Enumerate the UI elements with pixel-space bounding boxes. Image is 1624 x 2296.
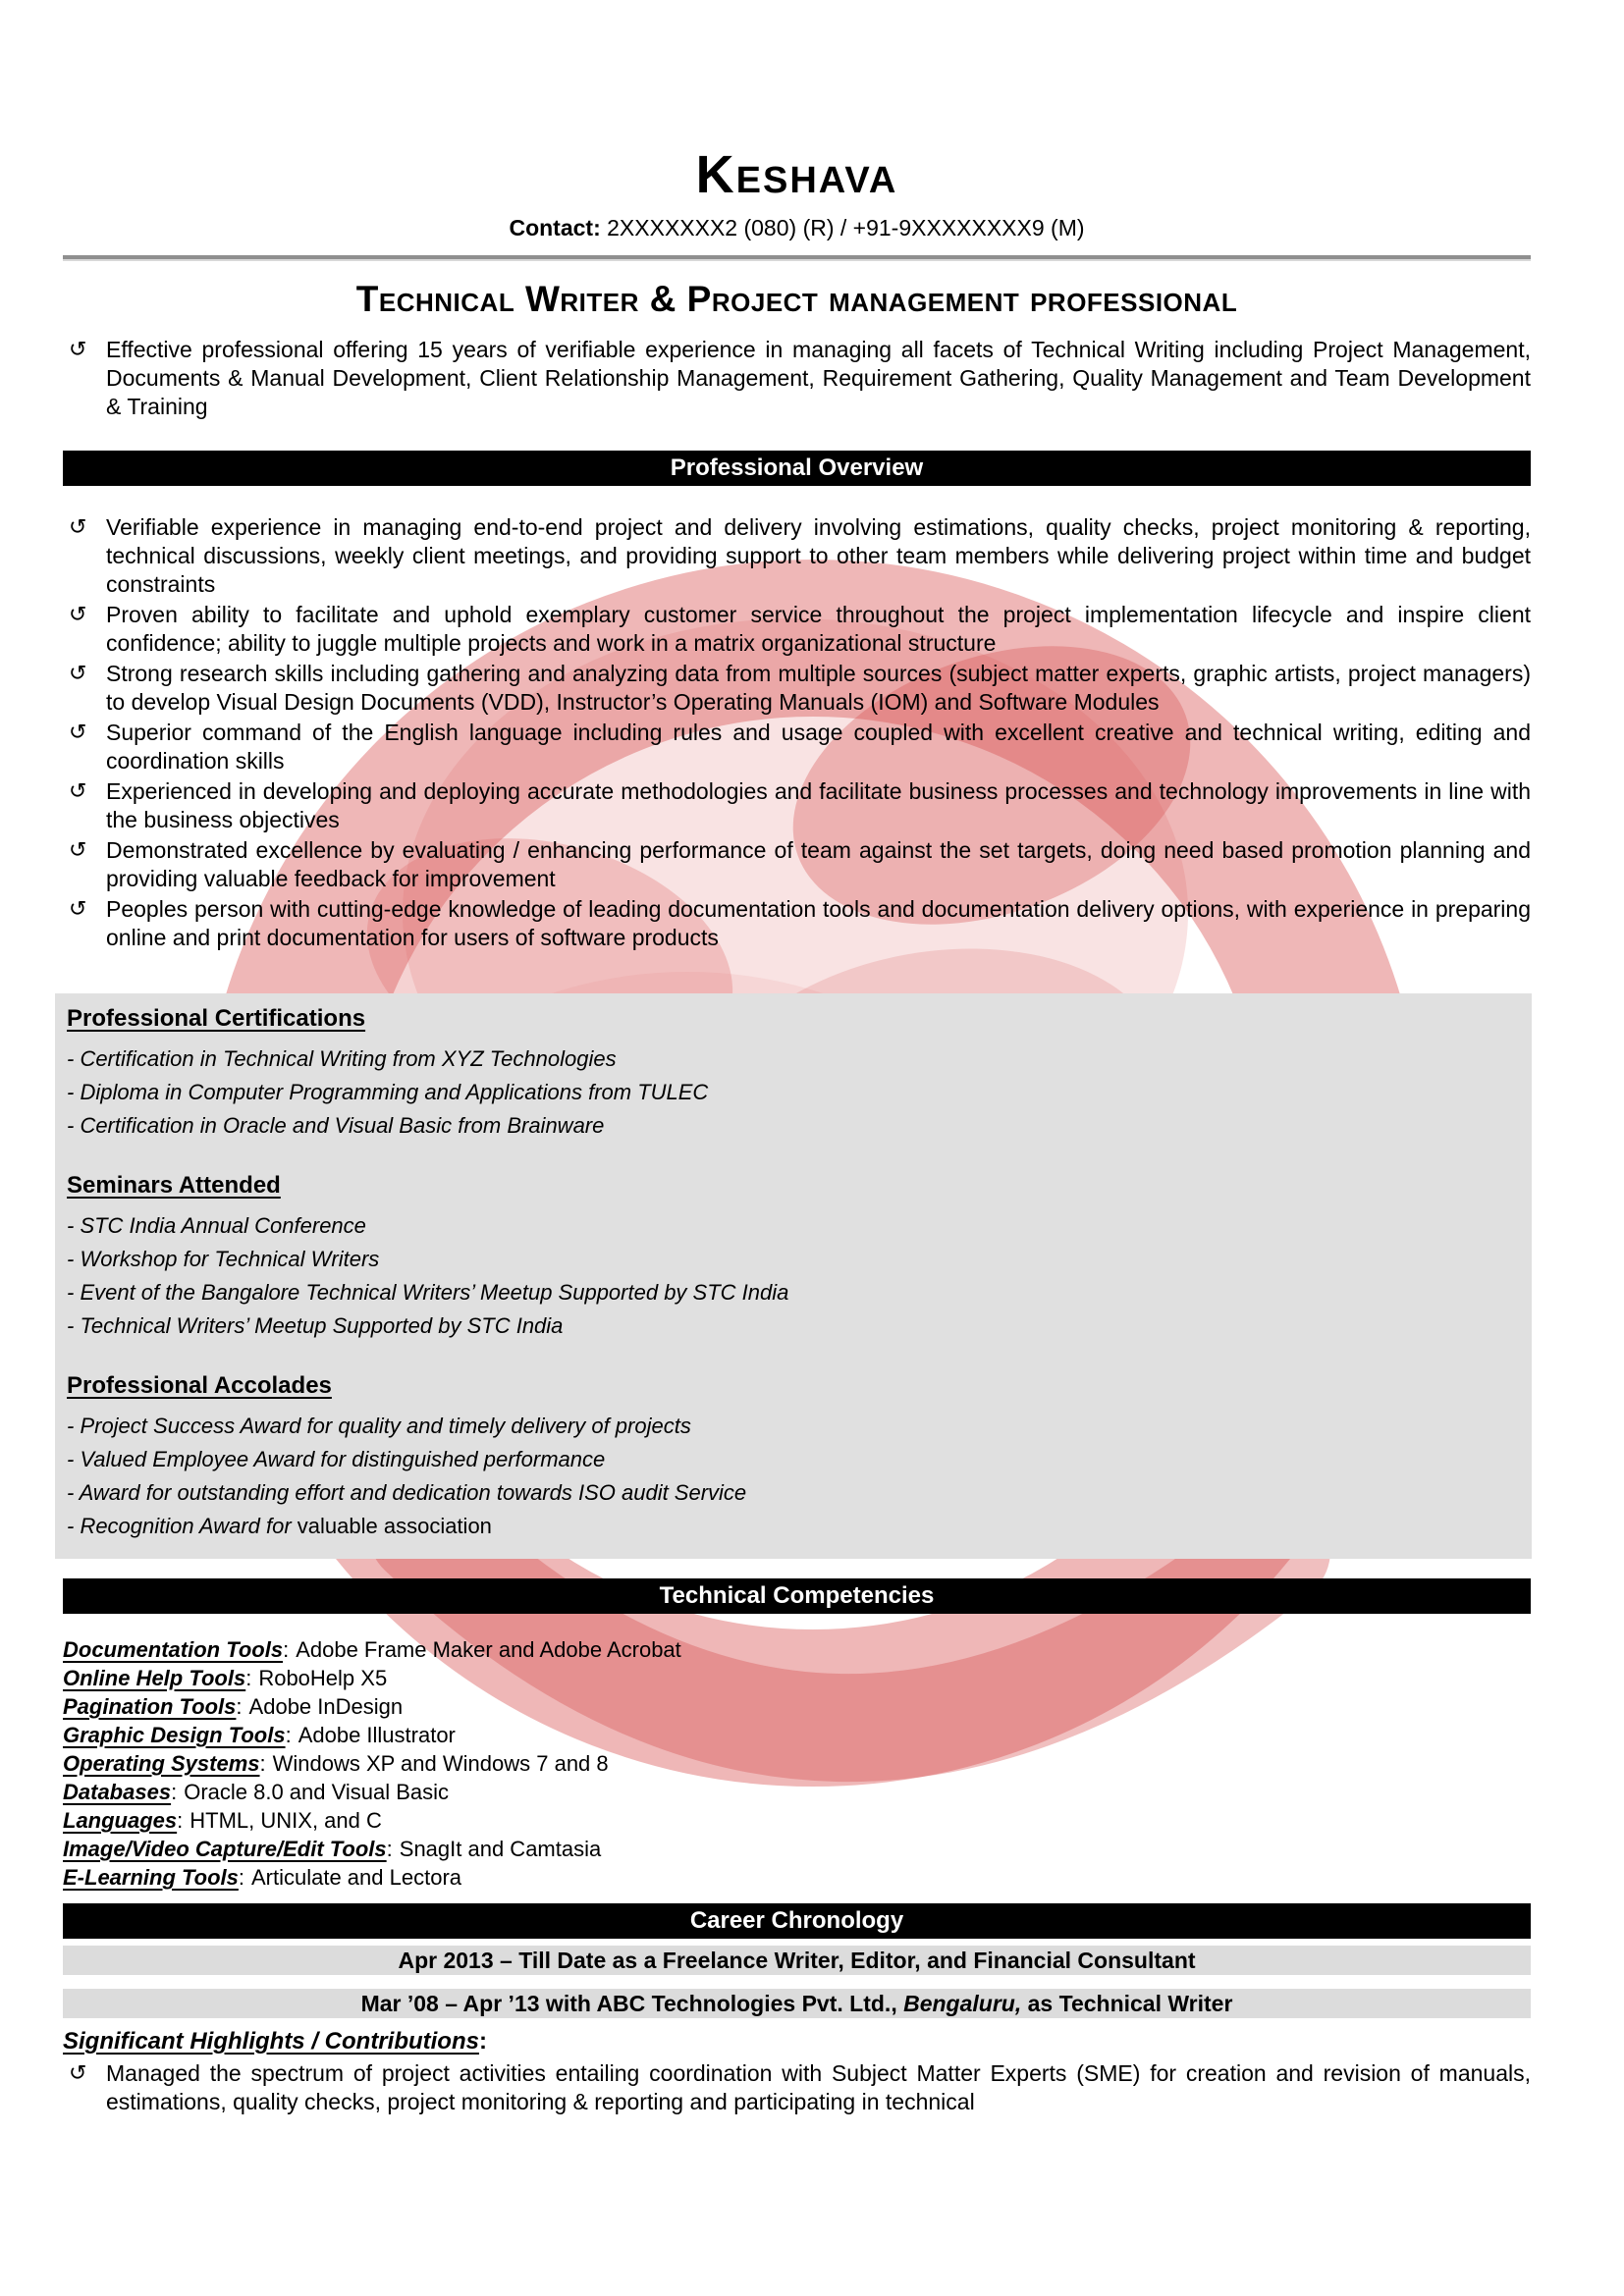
competency-row <box>63 1835 1531 1863</box>
competency-value: Windows XP and Windows 7 and 8 <box>272 1750 609 1776</box>
list-item: - Workshop for Technical Writers <box>67 1246 380 1271</box>
list-item: - STC India Annual Conference <box>67 1212 366 1238</box>
bullet-text: Strong research skills including gathering and analyzing data from multiple sources (subject matter experts, graphic artists, project managers) to develop Visual Design Documents (VDD), Instructor’s Operating Manuals (IOM) and Software Modules <box>106 660 1531 715</box>
career-row-location: Bengaluru, <box>903 1990 1022 2016</box>
refresh-arrow-bullet-icon: ↺ <box>69 602 87 627</box>
highlights-bullet-list <box>63 2059 1531 2116</box>
competency-label: Image/Video Capture/Edit Tools <box>63 1836 387 1861</box>
competency-label: Languages <box>63 1807 178 1833</box>
overview-bullet-list <box>63 513 1531 952</box>
bullet-item <box>63 513 1531 599</box>
refresh-arrow-bullet-icon: ↺ <box>69 837 87 863</box>
competency-separator: : <box>245 1665 252 1690</box>
list-item <box>67 1476 1520 1510</box>
accolades-heading: Professional Accolades <box>67 1371 332 1399</box>
refresh-arrow-bullet-icon: ↺ <box>69 661 87 686</box>
candidate-name: Keshava <box>695 145 898 204</box>
competency-label: Operating Systems <box>63 1750 260 1776</box>
bullet-text: Verifiable experience in managing end-to-end project and delivery involving estimations, quality checks, project monitoring & reporting, technical discussions, weekly client meetings, and providing support to other team members while delivering project within time and budget constraints <box>106 513 1531 597</box>
header <box>63 147 1531 320</box>
bullet-text: Experienced in developing and deploying accurate methodologies and facilitate business processes and technology improvements in line with the business objectives <box>106 777 1531 832</box>
list-item-plain: valuable association <box>297 1513 492 1538</box>
competency-separator: : <box>386 1836 393 1861</box>
professional-title: Technical Writer & Project management professional <box>355 278 1238 319</box>
competency-separator: : <box>177 1807 184 1833</box>
refresh-arrow-bullet-icon: ↺ <box>69 896 87 922</box>
section-banner-career-chronology: Career Chronology <box>63 1903 1531 1939</box>
bullet-text: Managed the spectrum of project activities entailing coordination with Subject Matter Experts (SME) for creation and revision of manuals, estimations, quality checks, project monitoring & reporting and participating in technical <box>106 2059 1531 2114</box>
section-banner-professional-overview: Professional Overview <box>63 451 1531 486</box>
career-row-abc-technologies <box>63 1989 1531 2018</box>
bullet-item <box>63 836 1531 893</box>
career-row-freelance: Apr 2013 – Till Date as a Freelance Writer, Editor, and Financial Consultant <box>63 1946 1531 1975</box>
competency-row <box>63 1692 1531 1721</box>
competency-row <box>63 1806 1531 1835</box>
refresh-arrow-bullet-icon: ↺ <box>69 2060 87 2086</box>
competency-value: Adobe Illustrator <box>298 1722 456 1747</box>
list-item-emphasis: - Valued Employee Award for distinguished performance <box>67 1446 606 1471</box>
contact-label: Contact: <box>509 214 601 240</box>
competency-label: Documentation Tools <box>63 1636 284 1662</box>
list-item-emphasis: - Project Success Award for quality and timely delivery of projects <box>67 1413 691 1438</box>
competency-separator: : <box>238 1864 244 1890</box>
refresh-arrow-bullet-icon: ↺ <box>69 514 87 540</box>
bullet-item <box>63 2059 1531 2116</box>
refresh-arrow-bullet-icon: ↺ <box>69 778 87 804</box>
refresh-arrow-bullet-icon: ↺ <box>69 337 87 362</box>
competency-row <box>63 1635 1531 1664</box>
competencies-list <box>63 1635 1531 1892</box>
list-item: - Technical Writers’ Meetup Supported by STC India <box>67 1312 564 1338</box>
list-item <box>67 1510 1520 1543</box>
list-item: - Certification in Technical Writing from XYZ Technologies <box>67 1045 617 1071</box>
bullet-item <box>63 601 1531 658</box>
summary-text: Effective professional offering 15 years of verifiable experience in managing all facets of Technical Writing including Project Management, Documents & Manual Development, Client Relationship Management, Requirement Gathering, Quality Management and Team Development & Training <box>106 336 1531 419</box>
section-banner-technical-competencies: Technical Competencies <box>63 1578 1531 1614</box>
competency-row <box>63 1749 1531 1778</box>
list-item-emphasis: - Award for outstanding effort and dedication towards ISO audit Service <box>67 1479 747 1505</box>
competency-label: Online Help Tools <box>63 1665 246 1690</box>
competency-value: HTML, UNIX, and C <box>189 1807 382 1833</box>
competency-label: Graphic Design Tools <box>63 1722 286 1747</box>
competency-row <box>63 1863 1531 1892</box>
contact-value: 2XXXXXXX2 (080) (R) / +91-9XXXXXXXX9 (M) <box>607 214 1085 240</box>
competency-row <box>63 1721 1531 1749</box>
list-item: - Certification in Oracle and Visual Basic from Brainware <box>67 1112 605 1138</box>
list-item-emphasis: - Recognition Award for <box>67 1513 298 1538</box>
bullet-text: Proven ability to facilitate and uphold exemplary customer service throughout the project implementation lifecycle and inspire client confidence; ability to juggle multiple projects and work in a matrix organizational structure <box>106 601 1531 656</box>
highlights-heading: Significant Highlights / Contributions <box>63 2027 479 2055</box>
competency-label: Databases <box>63 1779 172 1804</box>
list-item <box>67 1410 1520 1443</box>
bullet-text: Peoples person with cutting-edge knowledge of leading documentation tools and documentation delivery options, with experience in preparing online and print documentation for users of software products <box>106 895 1531 950</box>
bullet-text: Superior command of the English language including rules and usage coupled with excellent creative and technical writing, editing and coordination skills <box>106 719 1531 774</box>
header-divider <box>63 255 1531 259</box>
bullet-item <box>63 660 1531 717</box>
bullet-item <box>63 895 1531 952</box>
list-item: - Event of the Bangalore Technical Writers’ Meetup Supported by STC India <box>67 1279 789 1305</box>
credentials-panel <box>55 993 1532 1559</box>
certifications-list <box>67 1042 1520 1143</box>
refresh-arrow-bullet-icon: ↺ <box>69 720 87 745</box>
competency-value: Adobe InDesign <box>248 1693 404 1719</box>
competency-separator: : <box>259 1750 266 1776</box>
highlights-heading-line <box>63 2028 1531 2056</box>
contact-line <box>63 215 1531 241</box>
competency-value: SnagIt and Camtasia <box>399 1836 602 1861</box>
competency-separator: : <box>285 1722 292 1747</box>
seminars-list <box>67 1209 1520 1343</box>
bullet-item <box>63 719 1531 775</box>
bullet-text: Demonstrated excellence by evaluating / enhancing performance of team against the set targets, doing need based promotion planning and providing valuable feedback for improvement <box>106 836 1531 891</box>
seminars-heading: Seminars Attended <box>67 1171 281 1199</box>
list-item: - Diploma in Computer Programming and Applications from TULEC <box>67 1079 709 1104</box>
accolades-list <box>67 1410 1520 1543</box>
certifications-heading: Professional Certifications <box>67 1004 366 1032</box>
competency-label: Pagination Tools <box>63 1693 237 1719</box>
competency-value: Adobe Frame Maker and Adobe Acrobat <box>296 1636 681 1662</box>
competency-separator: : <box>171 1779 178 1804</box>
summary-bullet <box>63 336 1531 421</box>
competency-row <box>63 1778 1531 1806</box>
competency-separator: : <box>283 1636 290 1662</box>
highlights-colon: : <box>478 2027 487 2055</box>
competency-value: Articulate and Lectora <box>250 1864 462 1890</box>
competency-value: RoboHelp X5 <box>258 1665 388 1690</box>
competency-row <box>63 1664 1531 1692</box>
competency-value: Oracle 8.0 and Visual Basic <box>184 1779 450 1804</box>
bullet-item <box>63 777 1531 834</box>
competency-label: E-Learning Tools <box>63 1864 239 1890</box>
career-row-post: as Technical Writer <box>1021 1990 1233 2016</box>
career-row-pre: Mar ’08 – Apr ’13 with ABC Technologies Pvt. Ltd., <box>360 1990 904 2016</box>
competency-separator: : <box>236 1693 243 1719</box>
list-item <box>67 1443 1520 1476</box>
